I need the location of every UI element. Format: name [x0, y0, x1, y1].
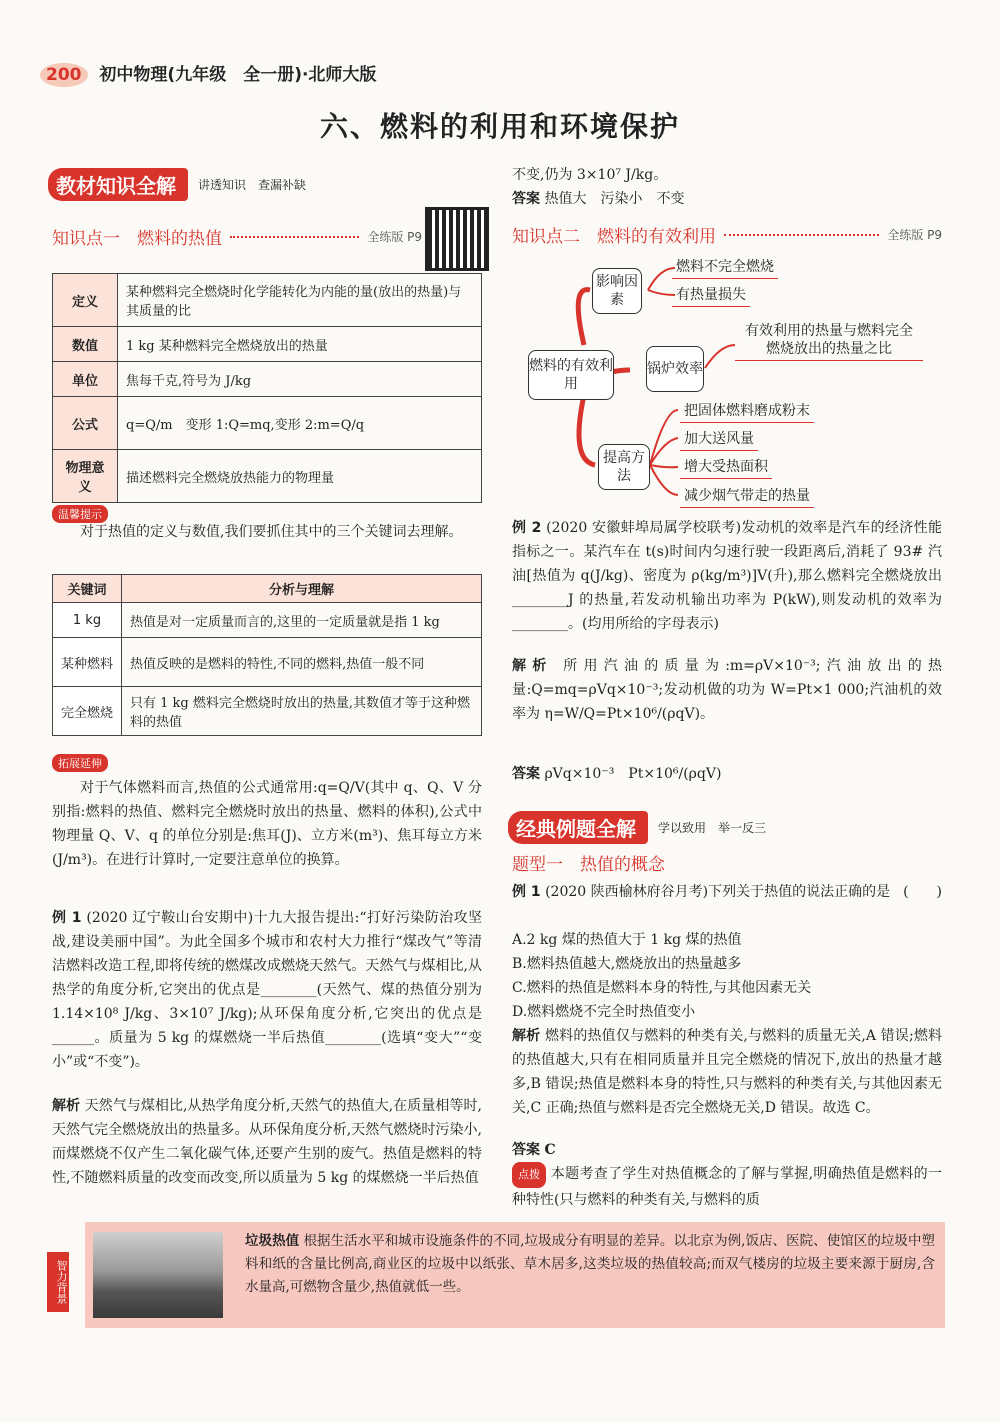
landfill-photo: [93, 1232, 223, 1318]
option-a: A.2 kg 煤的热值大于 1 kg 煤的热值: [512, 932, 742, 948]
banner-label: 教材知识全解: [48, 168, 188, 201]
continued-text: 不变,仍为 3×10⁷ J/kg。: [512, 167, 668, 183]
analysis-2: 解析 所用汽油的质量为:m=ρV×10⁻³;汽油放出的热量:Q=mq=ρVq×10⁻³;发动机做的功为 W=Pt×1 000;汽油机的效率为 η=W/Q=Pt×10⁶/(ρqV)。: [512, 658, 943, 722]
mindmap-node-methods: 提高方法: [598, 444, 650, 490]
kp2-ref: 全练版 P9: [887, 228, 942, 242]
side-label: 智力背景: [47, 1252, 69, 1312]
example-2-text: (2020 安徽蚌埠局属学校联考)发动机的效率是汽车的经济性能指标之一。某汽车在 t(s)时间内匀速行驶一段距离后,消耗了 93# 汽油[热值为 q(J/kg)、密度为 ρ(kg/m³)]V(升),那么燃料完全燃烧放出________J 的热量,若发动机输出功率为 P(kW),则发动机的效率为________。(均用所给的字母表示): [512, 520, 942, 632]
mindmap-leaf: 减少烟气带走的热量: [680, 485, 814, 508]
section-banner-2: [508, 813, 948, 841]
analysis-1: [52, 1094, 482, 1190]
mindmap-leaf: 有热量损失: [672, 284, 750, 307]
example-1-label: 例 1: [52, 910, 82, 926]
table-row: 完全燃烧 只有 1 kg 燃料完全燃烧时放出的热量,其数值才等于这种燃料的热值: [53, 687, 482, 736]
tip-text: 对于热值的定义与数值,我们要抓住其中的三个关键词去理解。: [80, 524, 463, 540]
page-header: [40, 60, 376, 85]
table-row: 单位 焦每千克,符号为 J/kg: [53, 362, 482, 397]
tip-point: [512, 1162, 942, 1212]
table-header-row: 关键词 分析与理解: [53, 575, 482, 603]
table-row: 定义 某种燃料完全燃烧时化学能转化为内能的量(放出的热量)与其质量的比: [53, 274, 482, 327]
example-2: 例 2 (2020 安徽蚌埠局属学校联考)发动机的效率是汽车的经济性能指标之一。某汽车在 t(s)时间内匀速行驶一段距离后,消耗了 93# 汽油[热值为 q(J/kg)、密度为 ρ(kg/m³)]V(升),那么燃料完全燃烧放出________J 的热量,若发动机输出功率为 P(kW),则发动机的效率为________。(均用所给的字母表示): [512, 520, 942, 632]
analysis-3: 解析 燃料的热值仅与燃料的种类有关,与燃料的质量无关,A 错误;燃料的热值越大,只有在相同质量并且完全燃烧的情况下,放出的热量才越多,B 错误;热值是燃料本身的特性,只与燃料的种类有关,与其他因素无关,C 正确;热值与燃料是否完全燃烧无关,D 错误。故选 C。: [512, 1028, 943, 1116]
answer-paren: ( ): [903, 884, 942, 900]
ext-tag: 拓展延伸: [52, 754, 108, 772]
example-1-text: (2020 辽宁鞍山台安期中)十九大报告提出:“打好污染防治攻坚战,建设美丽中国”。为此全国多个城市和农村大力推行“煤改气”等清洁燃料改造工程,即将传统的燃煤改成燃烧天然气。天然气与煤相比,从热学的角度分析,它突出的优点是________(天然气、煤的热值分别为 1.14×10⁸ J/kg、3×10⁷ J/kg);从环保角度分析,它突出的优点是______。质量为 5 kg 的煤燃烧一半后热值________(选填“变大”“变小”或“不变”)。: [52, 910, 482, 1070]
definition-table: [52, 273, 482, 503]
background-body: 根据生活水平和城市设施条件的不同,垃圾成分有明显的差异。以北京为例,饭店、医院、使馆区的垃圾中塑料和纸的含量比例高,商业区的垃圾中以纸张、草木居多,这类垃圾的热值较高;而双气楼房的垃圾主要来源于厨房,含水量高,可燃物含量少,热值就低一些。: [245, 1233, 936, 1295]
banner2-sub: 学以致用 举一反三: [658, 820, 767, 835]
example-3: 例 1 (2020 陕西榆林府谷月考)下列关于热值的说法正确的是 ( ): [512, 880, 942, 904]
analysis-1-label: 解析: [52, 1098, 81, 1114]
ext-tag-wrap: [52, 752, 108, 772]
options-list: [512, 928, 942, 1024]
answer-3: 答案 C: [512, 1142, 556, 1158]
answer-1-text: 热值大 污染小 不变: [544, 191, 685, 207]
example-3-text: (2020 陕西榆林府谷月考)下列关于热值的说法正确的是: [545, 884, 891, 900]
mindmap-leaf: 燃料不完全燃烧: [672, 256, 778, 279]
mindmap-leaf: 加大送风量: [680, 428, 758, 451]
table-row: 数值 1 kg 某种燃料完全燃烧放出的热量: [53, 327, 482, 362]
mindmap-leaf: 增大受热面积: [680, 456, 772, 479]
kp1-ref: 全练版 P9: [367, 230, 422, 244]
qr-code[interactable]: [425, 207, 489, 271]
page-title: 六、燃料的利用和环境保护: [319, 110, 680, 143]
mindmap-node-efficiency: 锅炉效率: [646, 346, 704, 392]
table-row: 1 kg 热值是对一定质量而言的,这里的一定质量就是指 1 kg: [53, 603, 482, 638]
point-tag: 点拨: [512, 1162, 546, 1188]
answer-2-text: ρVq×10⁻³ Pt×10⁶/(ρqV): [544, 766, 722, 782]
banner-sub: 讲透知识 查漏补缺: [198, 177, 307, 192]
kp2-label: 知识点二 燃料的有效利用: [512, 227, 716, 247]
mindmap-leaf: 有效利用的热量与燃料完全燃烧放出的热量之比: [735, 322, 923, 361]
keyword-table: [52, 574, 482, 736]
analysis-1-text: 天然气与煤相比,从热学角度分析,天然气的热值大,在质量相等时,天然气完全燃烧放出的热量多。从环保角度分析,天然气燃烧时污染小,而煤燃烧不仅产生二氧化碳气体,还要产生别的废气。热值是燃料的特性,不随燃料质量的改变而改变,所以质量为 5 kg 的煤燃烧一半后热值: [52, 1098, 483, 1186]
ext-text: 对于气体燃料而言,热值的公式通常用:q=Q/V(其中 q、Q、V 分别指:燃料的热值、燃料完全燃烧时放出的热量、燃料的体积),公式中物理量 Q、V、q 的单位分别是:焦耳(J)、立方米(m³)、焦耳每立方米(J/m³)。在进行计算时,一定要注意单位的换算。: [52, 780, 482, 868]
question-type-1: 题型一 热值的概念: [512, 855, 665, 875]
analysis-3-text: 燃料的热值仅与燃料的种类有关,与燃料的质量无关,A 错误;燃料的热值越大,只有在相同质量并且完全燃烧的情况下,放出的热量才越多,B 错误;热值是燃料本身的特性,只与燃料的种类有关,与其他因素无关,C 正确;热值与燃料是否完全燃烧无关,D 错误。故选 C。: [512, 1028, 943, 1116]
kp1-label: 知识点一 燃料的热值: [52, 229, 222, 249]
tip-tag: 温馨提示: [52, 505, 108, 523]
option-b: B.燃料热值越大,燃烧放出的热量越多: [512, 956, 742, 972]
background-heading: 垃圾热值: [245, 1233, 300, 1249]
option-d: D.燃料燃烧不完全时热值变小: [512, 1004, 696, 1020]
answer-1: 答案 热值大 污染小 不变: [512, 191, 685, 207]
book-title: 初中物理(九年级 全一册)·北师大版: [99, 65, 377, 85]
background-box: [55, 1222, 945, 1328]
table-row: 公式 q=Q/m 变形 1:Q=mq,变形 2:m=Q/q: [53, 397, 482, 450]
background-text: [245, 1230, 935, 1299]
analysis-2-text: 所用汽油的质量为:m=ρV×10⁻³;汽油放出的热量:Q=mq=ρVq×10⁻³;发动机做的功为 W=Pt×1 000;汽油机的效率为 η=W/Q=Pt×10⁶/(ρqV)。: [512, 658, 943, 722]
mindmap-root: 燃料的有效利用: [528, 350, 614, 400]
table-row: 某种燃料 热值反映的是燃料的特性,不同的燃料,热值一般不同: [53, 638, 482, 687]
knowledge-point-1: [52, 224, 422, 249]
option-c: C.燃料的热值是燃料本身的特性,与其他因素无关: [512, 980, 812, 996]
mindmap-leaf: 把固体燃料磨成粉末: [680, 400, 814, 423]
table-row: 物理意义 描述燃料完全燃烧放热能力的物理量: [53, 450, 482, 503]
answer-2: 答案 ρVq×10⁻³ Pt×10⁶/(ρqV): [512, 766, 722, 782]
answer-3-text: C: [544, 1142, 556, 1158]
banner2-label: 经典例题全解: [508, 811, 648, 844]
page-number: 200: [40, 63, 88, 87]
mindmap-node-factors: 影响因素: [592, 268, 642, 314]
example-1: [52, 906, 482, 1074]
point-text: 本题考查了学生对热值概念的了解与掌握,明确热值是燃料的一种特性(只与燃料的种类有关,与燃料的质: [512, 1166, 942, 1208]
section-banner: [48, 170, 488, 198]
knowledge-point-2: [512, 222, 942, 247]
